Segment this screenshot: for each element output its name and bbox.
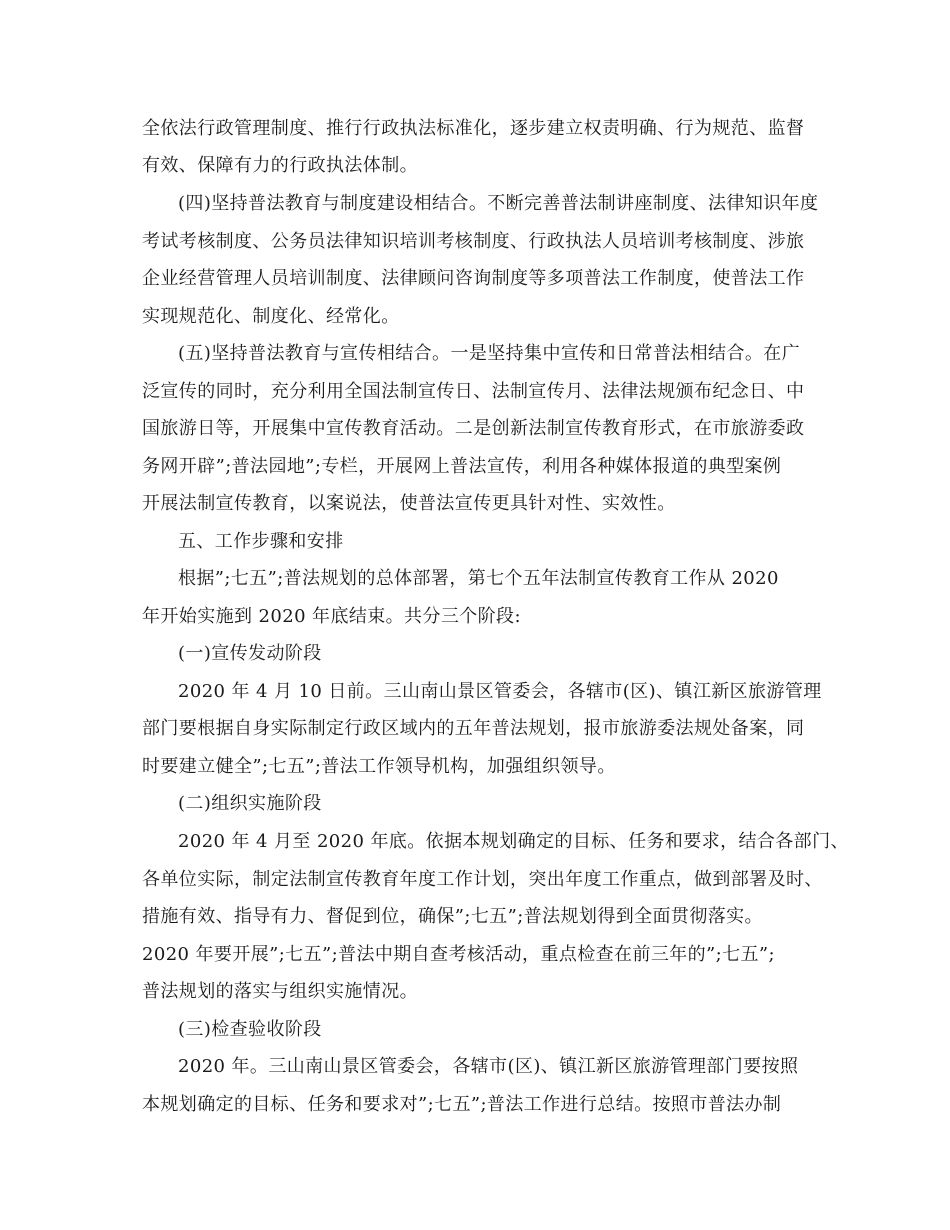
text-line: 2020 年要开展”;七五”;普法中期自查考核活动，重点检查在前三年的”;七五”; [142,944,775,965]
text-line: 有效、保障有力的行政执法体制。 [142,155,418,176]
text-line: 普法规划的落实与组织实施情况。 [142,981,418,1002]
text-line: 各单位实际，制定法制宣传教育年度工作计划，突出年度工作重点，做到部署及时、 [142,869,823,890]
paragraph-heading: (五)坚持普法教育与宣传相结合。一是坚持集中宣传和日常普法相结合。在广 [178,343,801,364]
text-line: 务网开辟”;普法园地”;专栏，开展网上普法宣传，利用各种媒体报道的典型案例 [142,456,782,477]
text-line: 本规划确定的目标、任务和要求对”;七五”;普法工作进行总结。按照市普法办制 [142,1094,782,1115]
text-line: 全依法行政管理制度、推行行政执法标准化，逐步建立权责明确、行为规范、监督 [142,118,805,139]
text-line: 考试考核制度、公务员法律知识培训考核制度、行政执法人员培训考核制度、涉旅 [142,231,805,252]
text-line: 年开始实施到 2020 年底结束。共分三个阶段: [142,606,521,627]
text-line: 时要建立健全”;七五”;普法工作领导机构，加强组织领导。 [142,756,616,777]
text-line: 实现规范化、制度化、经常化。 [142,306,400,327]
text-line: 国旅游日等，开展集中宣传教育活动。二是创新法制宣传教育形式，在市旅游委政 [142,418,805,439]
text-line: 2020 年。三山南山景区管委会，各辖市(区)、镇江新区旅游管理部门要按照 [178,1056,799,1077]
text-line: 企业经营管理人员培训制度、法律顾问咨询制度等多项普法工作制度，使普法工作 [142,268,805,289]
section-heading: 五、工作步骤和安排 [178,531,344,552]
text-line: 泛宣传的同时，充分利用全国法制宣传日、法制宣传月、法律法规颁布纪念日、中 [142,381,805,402]
subsection-heading: (二)组织实施阶段 [178,793,322,814]
subsection-heading: (三)检查验收阶段 [178,1019,322,1040]
text-line: 2020 年 4 月至 2020 年底。依据本规划确定的目标、任务和要求，结合各部门、 [178,831,849,852]
text-line: 2020 年 4 月 10 日前。三山南山景区管委会，各辖市(区)、镇江新区旅游管理 [178,681,822,702]
text-line: 根据”;七五”;普法规划的总体部署，第七个五年法制宣传教育工作从 2020 [178,568,779,589]
text-line: 开展法制宣传教育，以案说法，使普法宣传更具针对性、实效性。 [142,493,676,514]
text-line: 措施有效、指导有力、督促到位，确保”;七五”;普法规划得到全面贯彻落实。 [142,906,763,927]
text-line: 部门要根据自身实际制定行政区域内的五年普法规划，报市旅游委法规处备案，同 [142,718,805,739]
subsection-heading: (一)宣传发动阶段 [178,643,322,664]
paragraph-heading: (四)坚持普法教育与制度建设相结合。不断完善普法制讲座制度、法律知识年度 [178,193,819,214]
